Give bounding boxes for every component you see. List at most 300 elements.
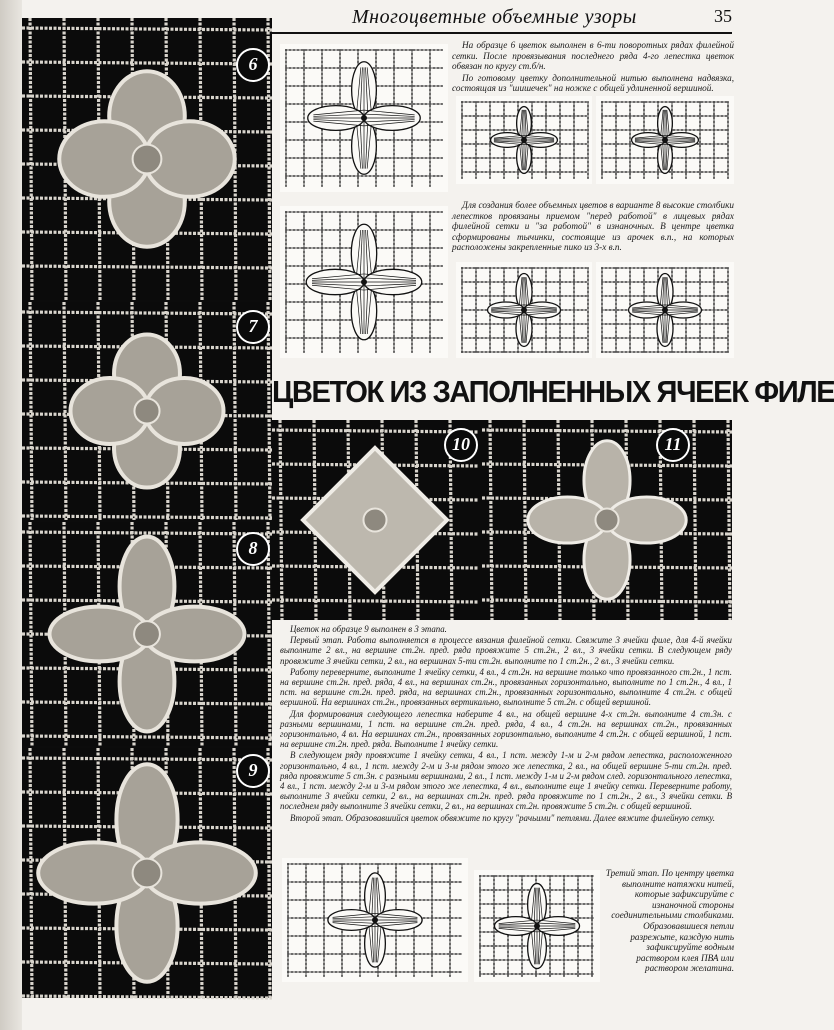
chain-dot <box>337 247 339 249</box>
chain-dot <box>411 169 413 171</box>
chain-dot <box>425 139 427 141</box>
chain-dot <box>425 175 427 177</box>
chain-dot <box>321 295 323 297</box>
chain-dot <box>573 173 575 175</box>
chain-dot <box>461 307 463 309</box>
chain-dot <box>425 247 427 249</box>
chain-dot <box>291 863 293 865</box>
chain-dot <box>701 115 703 117</box>
chain-dot <box>461 153 463 155</box>
chain-dot <box>699 327 701 329</box>
chain-dot <box>341 337 343 339</box>
chain-dot <box>385 157 387 159</box>
chain-dot <box>355 935 357 937</box>
chain-dot <box>713 105 715 107</box>
chain-dot <box>375 339 377 341</box>
chain-dot <box>475 347 477 349</box>
chain-dot <box>431 951 433 953</box>
chain-dot <box>637 157 639 159</box>
chain-dot <box>375 231 377 233</box>
chain-dot <box>461 173 463 175</box>
chain-dot <box>643 343 645 345</box>
chain-dot <box>481 281 483 283</box>
chain-dot <box>577 911 579 913</box>
chain-dot <box>393 295 395 297</box>
chain-dot <box>533 115 535 117</box>
chain-dot <box>713 283 715 285</box>
chain-dot <box>419 971 421 973</box>
chain-dot <box>301 283 303 285</box>
chain-dot <box>615 279 617 281</box>
page-gutter <box>0 0 22 1030</box>
chain-dot <box>305 879 307 881</box>
chain-dot <box>573 109 575 111</box>
chain-dot <box>713 157 715 159</box>
chain-dot <box>449 883 451 885</box>
chain-dot <box>643 173 645 175</box>
chain-dot <box>411 161 413 163</box>
chain-dot <box>297 229 299 231</box>
chain-dot <box>491 931 493 933</box>
chain-dot <box>583 931 585 933</box>
chain-dot <box>495 917 497 919</box>
chain-dot <box>493 101 495 103</box>
chain-dot <box>553 351 555 353</box>
chain-dot <box>461 161 463 163</box>
chain-dot <box>533 281 535 283</box>
chain-dot <box>393 251 395 253</box>
chain-dot <box>491 959 493 961</box>
chain-dot <box>709 157 711 159</box>
chain-dot <box>505 129 507 131</box>
chain-dot <box>339 61 341 63</box>
chain-dot <box>285 141 287 143</box>
chain-dot <box>411 299 413 301</box>
chain-dot <box>439 899 441 901</box>
chain-dot <box>637 351 639 353</box>
chain-dot <box>381 67 383 69</box>
chain-dot <box>657 109 659 111</box>
chain-dot <box>323 959 325 961</box>
chain-dot <box>513 171 515 173</box>
chain-dot <box>411 327 413 329</box>
chain-dot <box>455 899 457 901</box>
chain-dot <box>339 899 341 901</box>
net-thread <box>272 600 478 602</box>
chain-dot <box>359 967 361 969</box>
chain-dot <box>375 57 377 59</box>
chain-dot <box>437 175 439 177</box>
chain-dot <box>617 351 619 353</box>
chain-dot <box>323 953 325 955</box>
chain-dot <box>615 133 617 135</box>
chain-dot <box>609 171 611 173</box>
chain-dot <box>325 211 327 213</box>
chain-dot <box>363 971 365 973</box>
chain-dot <box>493 967 495 969</box>
chain-dot <box>315 863 317 865</box>
chain-dot <box>649 323 651 325</box>
chain-dot <box>321 165 323 167</box>
chain-dot <box>685 157 687 159</box>
chain-dot <box>479 907 481 909</box>
chain-dot <box>521 967 523 969</box>
chain-dot <box>713 281 715 283</box>
chain-dot <box>693 129 695 131</box>
flower-photo-8 <box>22 522 272 746</box>
chain-dot <box>415 881 417 883</box>
chain-dot <box>559 165 561 167</box>
chain-dot <box>685 347 687 349</box>
chain-dot <box>609 295 611 297</box>
chain-dot <box>355 863 357 865</box>
sample-badge-11: 11 <box>656 428 690 462</box>
chain-dot <box>305 967 307 969</box>
chain-dot <box>591 935 593 937</box>
chain-dot <box>461 271 463 273</box>
chain-dot <box>499 917 501 919</box>
chain-dot <box>493 975 495 977</box>
chain-dot <box>551 875 553 877</box>
chain-dot <box>579 931 581 933</box>
chain-dot <box>591 955 593 957</box>
chain-dot <box>317 319 319 321</box>
chain-dot <box>479 895 481 897</box>
chain-dot <box>493 947 495 949</box>
chain-dot <box>421 265 423 267</box>
chain-dot <box>437 229 439 231</box>
chain-dot <box>479 963 481 965</box>
chain-dot <box>433 85 435 87</box>
chain-dot <box>293 49 295 51</box>
chain-dot <box>341 955 343 957</box>
chain-dot <box>575 945 577 947</box>
chain-dot <box>727 279 729 281</box>
chain-dot <box>285 331 287 333</box>
chain-dot <box>315 899 317 901</box>
chain-dot <box>393 85 395 87</box>
chain-dot <box>479 973 481 975</box>
chain-dot <box>359 875 361 877</box>
chain-dot <box>479 955 481 957</box>
chain-dot <box>617 171 619 173</box>
chain-dot <box>489 153 491 155</box>
chain-dot <box>473 115 475 117</box>
chain-dot <box>409 247 411 249</box>
chain-dot <box>713 137 715 139</box>
chain-dot <box>693 323 695 325</box>
chain-dot <box>419 935 421 937</box>
chain-dot <box>441 337 443 339</box>
chain-dot <box>641 323 643 325</box>
chain-dot <box>713 343 715 345</box>
chain-dot <box>289 229 291 231</box>
chain-dot <box>727 291 729 293</box>
chain-dot <box>489 351 491 353</box>
chain-dot <box>617 129 619 131</box>
chain-dot <box>437 283 439 285</box>
chain-dot <box>563 875 565 877</box>
chain-dot <box>479 951 481 953</box>
chain-dot <box>455 971 457 973</box>
chain-dot <box>461 287 463 289</box>
chain-dot <box>727 271 729 273</box>
chain-dot <box>333 67 335 69</box>
chain-dot <box>429 125 431 127</box>
chain-dot <box>513 281 515 283</box>
chain-dot <box>495 931 497 933</box>
chain-dot <box>669 351 671 353</box>
chain-dot <box>671 347 673 349</box>
chain-dot <box>545 281 547 283</box>
chain-dot <box>615 173 617 175</box>
chain-dot <box>565 337 567 339</box>
chain-dot <box>413 103 415 105</box>
photo-sample-8 <box>22 522 272 746</box>
chain-dot <box>559 339 561 341</box>
chain-dot <box>387 953 389 955</box>
chain-dot <box>341 883 343 885</box>
chain-dot <box>629 275 631 277</box>
chain-dot <box>653 351 655 353</box>
chain-dot <box>393 331 395 333</box>
chain-dot <box>609 267 611 269</box>
chain-dot <box>387 881 389 883</box>
chain-dot <box>693 171 695 173</box>
chain-dot <box>697 295 699 297</box>
chain-dot <box>557 267 559 269</box>
chain-dot <box>565 171 567 173</box>
chain-dot <box>411 133 413 135</box>
chain-dot <box>615 161 617 163</box>
chain-dot <box>587 351 589 353</box>
chain-dot <box>615 165 617 167</box>
chain-dot <box>617 157 619 159</box>
sample-badge-7: 7 <box>236 310 270 344</box>
chain-dot <box>391 863 393 865</box>
chain-dot <box>359 971 361 973</box>
text-block-2 <box>452 200 734 254</box>
chain-dot <box>393 231 395 233</box>
chain-dot <box>575 959 577 961</box>
chain-dot <box>413 67 415 69</box>
sample-badge-6: 6 <box>236 48 270 82</box>
chain-dot <box>289 301 291 303</box>
chain-dot <box>461 129 463 131</box>
chain-dot <box>477 157 479 159</box>
chain-dot <box>699 137 701 139</box>
chain-dot <box>441 247 443 249</box>
chain-dot <box>431 911 433 913</box>
chain-dot <box>459 899 461 901</box>
chain-dot <box>343 863 345 865</box>
chain-dot <box>359 939 361 941</box>
chain-dot <box>535 975 537 977</box>
chain-dot <box>473 101 475 103</box>
chain-dot <box>521 947 523 949</box>
chain-dot <box>425 337 427 339</box>
chain-dot <box>507 939 509 941</box>
chain-dot <box>461 337 463 339</box>
chain-dot <box>605 267 607 269</box>
chain-dot <box>573 275 575 277</box>
chain-dot <box>329 229 331 231</box>
chain-dot <box>431 931 433 933</box>
chain-dot <box>601 161 603 163</box>
chain-dot <box>297 103 299 105</box>
chain-dot <box>601 323 603 325</box>
chain-dot <box>431 879 433 881</box>
chain-dot <box>305 121 307 123</box>
chain-dot <box>497 337 499 339</box>
chain-dot <box>313 85 315 87</box>
chain-dot <box>577 895 579 897</box>
chain-dot <box>601 149 603 151</box>
chain-dot <box>339 267 341 269</box>
chain-dot <box>507 967 509 969</box>
chain-dot <box>573 307 575 309</box>
chain-dot <box>545 173 547 175</box>
chain-dot <box>373 49 375 51</box>
chain-dot <box>393 337 395 339</box>
chain-dot <box>449 887 451 889</box>
chain-dot <box>493 171 495 173</box>
chain-dot <box>373 211 375 213</box>
chain-dot <box>393 243 395 245</box>
chain-dot <box>337 103 339 105</box>
text3-paragraph: Для формирования следующего лепестка наберите 4 вл., на общей вершине 4-х ст.2н. выполните 4 ст.3н. с разными вершинами, 1 пст. на вершине ст.2н. пред. ряда, 4 вл., 4 ст.2н. на вершинах ст.2н., провязанных горизонтально, 4 вл. На вершинах ст.2н., провязанных горизонтально, выполните 4 ст.2н. с общей вершиной, 1 пст. на вершине ст.2н. пред. ряда. Выполните 1 ячейку сетки. <box>280 708 732 750</box>
chain-dot <box>521 943 523 945</box>
chain-dot <box>727 141 729 143</box>
chain-dot <box>649 295 651 297</box>
chain-dot <box>425 85 427 87</box>
chain-dot <box>405 49 407 51</box>
chain-dot <box>601 115 603 117</box>
chain-dot <box>507 887 509 889</box>
chain-dot <box>461 121 463 123</box>
chain-dot <box>289 103 291 105</box>
chain-dot <box>347 863 349 865</box>
chain-dot <box>661 101 663 103</box>
chain-dot <box>461 143 463 145</box>
chain-dot <box>587 945 589 947</box>
chain-dot <box>421 175 423 177</box>
chain-dot <box>461 327 463 329</box>
chain-dot <box>305 947 307 949</box>
chain-dot <box>381 139 383 141</box>
chain-dot <box>545 271 547 273</box>
chain-dot <box>551 903 553 905</box>
chain-dot <box>441 265 443 267</box>
chain-dot <box>297 85 299 87</box>
chain-dot <box>545 113 547 115</box>
chain-dot <box>605 171 607 173</box>
chain-dot <box>349 49 351 51</box>
chain-dot <box>713 171 715 173</box>
chain-dot <box>295 953 297 955</box>
chain-dot <box>605 295 607 297</box>
chain-dot <box>349 319 351 321</box>
chain-dot <box>625 323 627 325</box>
chain-dot <box>615 121 617 123</box>
chain-dot <box>567 945 569 947</box>
chain-dot <box>287 899 289 901</box>
chain-dot <box>551 959 553 961</box>
chain-dot <box>443 935 445 937</box>
chain-dot <box>553 267 555 269</box>
chain-dot <box>429 265 431 267</box>
chain-dot <box>395 935 397 937</box>
chain-dot <box>301 85 303 87</box>
chain-dot <box>629 295 631 297</box>
chain-dot <box>527 889 529 891</box>
chain-dot <box>339 863 341 865</box>
chain-dot <box>563 951 565 953</box>
chain-dot <box>421 157 423 159</box>
chain-dot <box>321 299 323 301</box>
chain-dot <box>559 133 561 135</box>
net-thread <box>22 266 272 268</box>
chain-dot <box>601 177 603 179</box>
chain-dot <box>435 863 437 865</box>
chain-dot <box>673 267 675 269</box>
chain-dot <box>693 157 695 159</box>
chain-dot <box>353 175 355 177</box>
chain-dot <box>299 899 301 901</box>
chain-dot <box>489 299 491 301</box>
chain-dot <box>339 255 341 257</box>
chain-dot <box>629 323 631 325</box>
chain-dot <box>713 291 715 293</box>
chain-dot <box>569 101 571 103</box>
chain-dot <box>303 133 305 135</box>
chain-dot <box>511 945 513 947</box>
chain-dot <box>493 907 495 909</box>
chain-dot <box>405 319 407 321</box>
chain-dot <box>509 115 511 117</box>
chain-dot <box>699 299 701 301</box>
chain-dot <box>411 267 413 269</box>
chain-dot <box>317 229 319 231</box>
chain-dot <box>419 863 421 865</box>
chain-dot <box>325 175 327 177</box>
chain-dot <box>359 951 361 953</box>
chain-dot <box>339 145 341 147</box>
chain-dot <box>559 973 561 975</box>
chain-dot <box>355 971 357 973</box>
chain-dot <box>331 881 333 883</box>
chain-dot <box>461 339 463 341</box>
chain-dot <box>329 211 331 213</box>
chain-dot <box>313 157 315 159</box>
chain-dot <box>429 129 431 131</box>
chain-dot <box>297 157 299 159</box>
net-thread <box>22 736 272 738</box>
chain-dot <box>645 115 647 117</box>
chain-dot <box>321 77 323 79</box>
chain-dot <box>355 899 357 901</box>
chain-dot <box>685 149 687 151</box>
chain-dot <box>671 275 673 277</box>
chain-dot <box>305 867 307 869</box>
chain-dot <box>721 171 723 173</box>
chain-dot <box>317 265 319 267</box>
chain-dot <box>411 81 413 83</box>
chain-dot <box>699 347 701 349</box>
chain-dot <box>645 129 647 131</box>
chain-dot <box>613 323 615 325</box>
chain-dot <box>529 101 531 103</box>
